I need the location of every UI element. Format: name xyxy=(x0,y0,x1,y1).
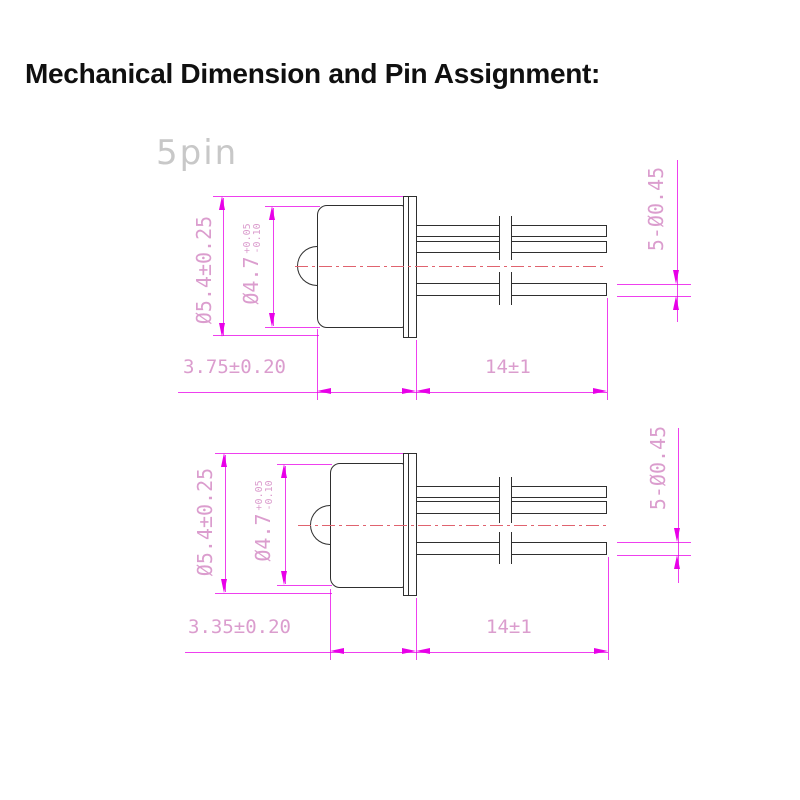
extension-line xyxy=(265,327,320,328)
arrow-up-icon xyxy=(673,296,679,310)
tol-minus: -0.10 xyxy=(251,223,263,254)
pin-segment xyxy=(417,501,499,514)
page-title: Mechanical Dimension and Pin Assignment: xyxy=(25,58,601,89)
label-cap-dia xyxy=(239,223,263,304)
dim-line-flange-dia xyxy=(223,198,224,336)
arrow-up-icon xyxy=(219,196,225,210)
arrow-right-icon xyxy=(593,388,607,394)
extension-line xyxy=(617,296,691,297)
pin-segment xyxy=(511,542,607,555)
label-flange-dia: Ø5.4±0.25 xyxy=(193,467,217,577)
break-mark xyxy=(499,272,500,305)
label-pin-dia: 5-Ø0.45 xyxy=(646,425,670,511)
label-cap-dia-tolerance xyxy=(255,480,275,510)
label-cap-length: 3.75±0.20 xyxy=(183,356,286,378)
pin-segment xyxy=(417,486,499,498)
label-pin-length: 14±1 xyxy=(485,356,531,378)
break-mark xyxy=(499,477,500,523)
arrow-right-icon xyxy=(402,648,416,654)
arrow-left-icon xyxy=(416,648,430,654)
label-flange-dia: Ø5.4±0.25 xyxy=(192,215,216,325)
extension-line xyxy=(608,557,609,660)
dim-line-cap-dia xyxy=(273,208,274,326)
extension-line xyxy=(607,298,608,400)
label-pin-dia: 5-Ø0.45 xyxy=(644,166,668,252)
extension-line xyxy=(213,335,319,336)
arrow-down-icon xyxy=(281,571,287,585)
arrow-down-icon xyxy=(219,323,225,337)
extension-line xyxy=(277,585,332,586)
centerline xyxy=(295,266,607,267)
pin-segment xyxy=(417,283,499,296)
label-pin-length: 14±1 xyxy=(486,616,532,638)
extension-line xyxy=(617,542,691,543)
label-cap-length: 3.35±0.20 xyxy=(188,616,291,638)
break-mark xyxy=(499,216,500,260)
pin-segment xyxy=(417,225,499,237)
break-mark xyxy=(499,532,500,564)
extension-line xyxy=(215,453,403,454)
pin-segment xyxy=(511,241,607,253)
arrow-up-icon xyxy=(221,453,227,467)
break-mark xyxy=(511,216,512,260)
tol-minus: -0.10 xyxy=(263,480,275,511)
arrow-down-icon xyxy=(673,270,679,284)
label-cap-dia-tolerance xyxy=(243,223,263,253)
dim-line-lengths xyxy=(185,652,608,653)
dim-line-lengths xyxy=(178,392,607,393)
arrow-left-icon xyxy=(330,648,344,654)
break-mark xyxy=(511,477,512,523)
dim-line-cap-dia xyxy=(285,466,286,584)
extension-line xyxy=(215,593,332,594)
arrow-right-icon xyxy=(402,388,416,394)
arrow-down-icon xyxy=(674,528,680,542)
label-cap-dia-value: Ø4.7 xyxy=(239,256,263,305)
arrow-right-icon xyxy=(594,648,608,654)
label-cap-dia-value: Ø4.7 xyxy=(251,513,275,562)
break-mark xyxy=(511,532,512,564)
pin-segment xyxy=(511,225,607,237)
pin-segment xyxy=(417,241,499,253)
extension-line xyxy=(617,284,691,285)
arrow-up-icon xyxy=(281,464,287,478)
pin-segment xyxy=(511,501,607,514)
dim-line-flange-dia xyxy=(225,455,226,592)
arrow-down-icon xyxy=(269,313,275,327)
break-mark xyxy=(511,272,512,305)
arrow-down-icon xyxy=(221,579,227,593)
flange-inner-line xyxy=(408,197,409,337)
arrow-up-icon xyxy=(674,555,680,569)
tol-plus: +0.05 xyxy=(253,480,265,511)
pin-segment xyxy=(511,486,607,498)
pin-segment xyxy=(511,283,607,296)
arrow-left-icon xyxy=(416,388,430,394)
pin-segment xyxy=(417,542,499,555)
centerline xyxy=(298,525,607,526)
arrow-left-icon xyxy=(317,388,331,394)
arrow-up-icon xyxy=(269,206,275,220)
pin-count-label: 5pin xyxy=(156,133,239,173)
extension-line xyxy=(213,196,403,197)
tol-plus: +0.05 xyxy=(241,223,253,254)
flange xyxy=(403,196,417,338)
label-cap-dia xyxy=(251,480,275,561)
